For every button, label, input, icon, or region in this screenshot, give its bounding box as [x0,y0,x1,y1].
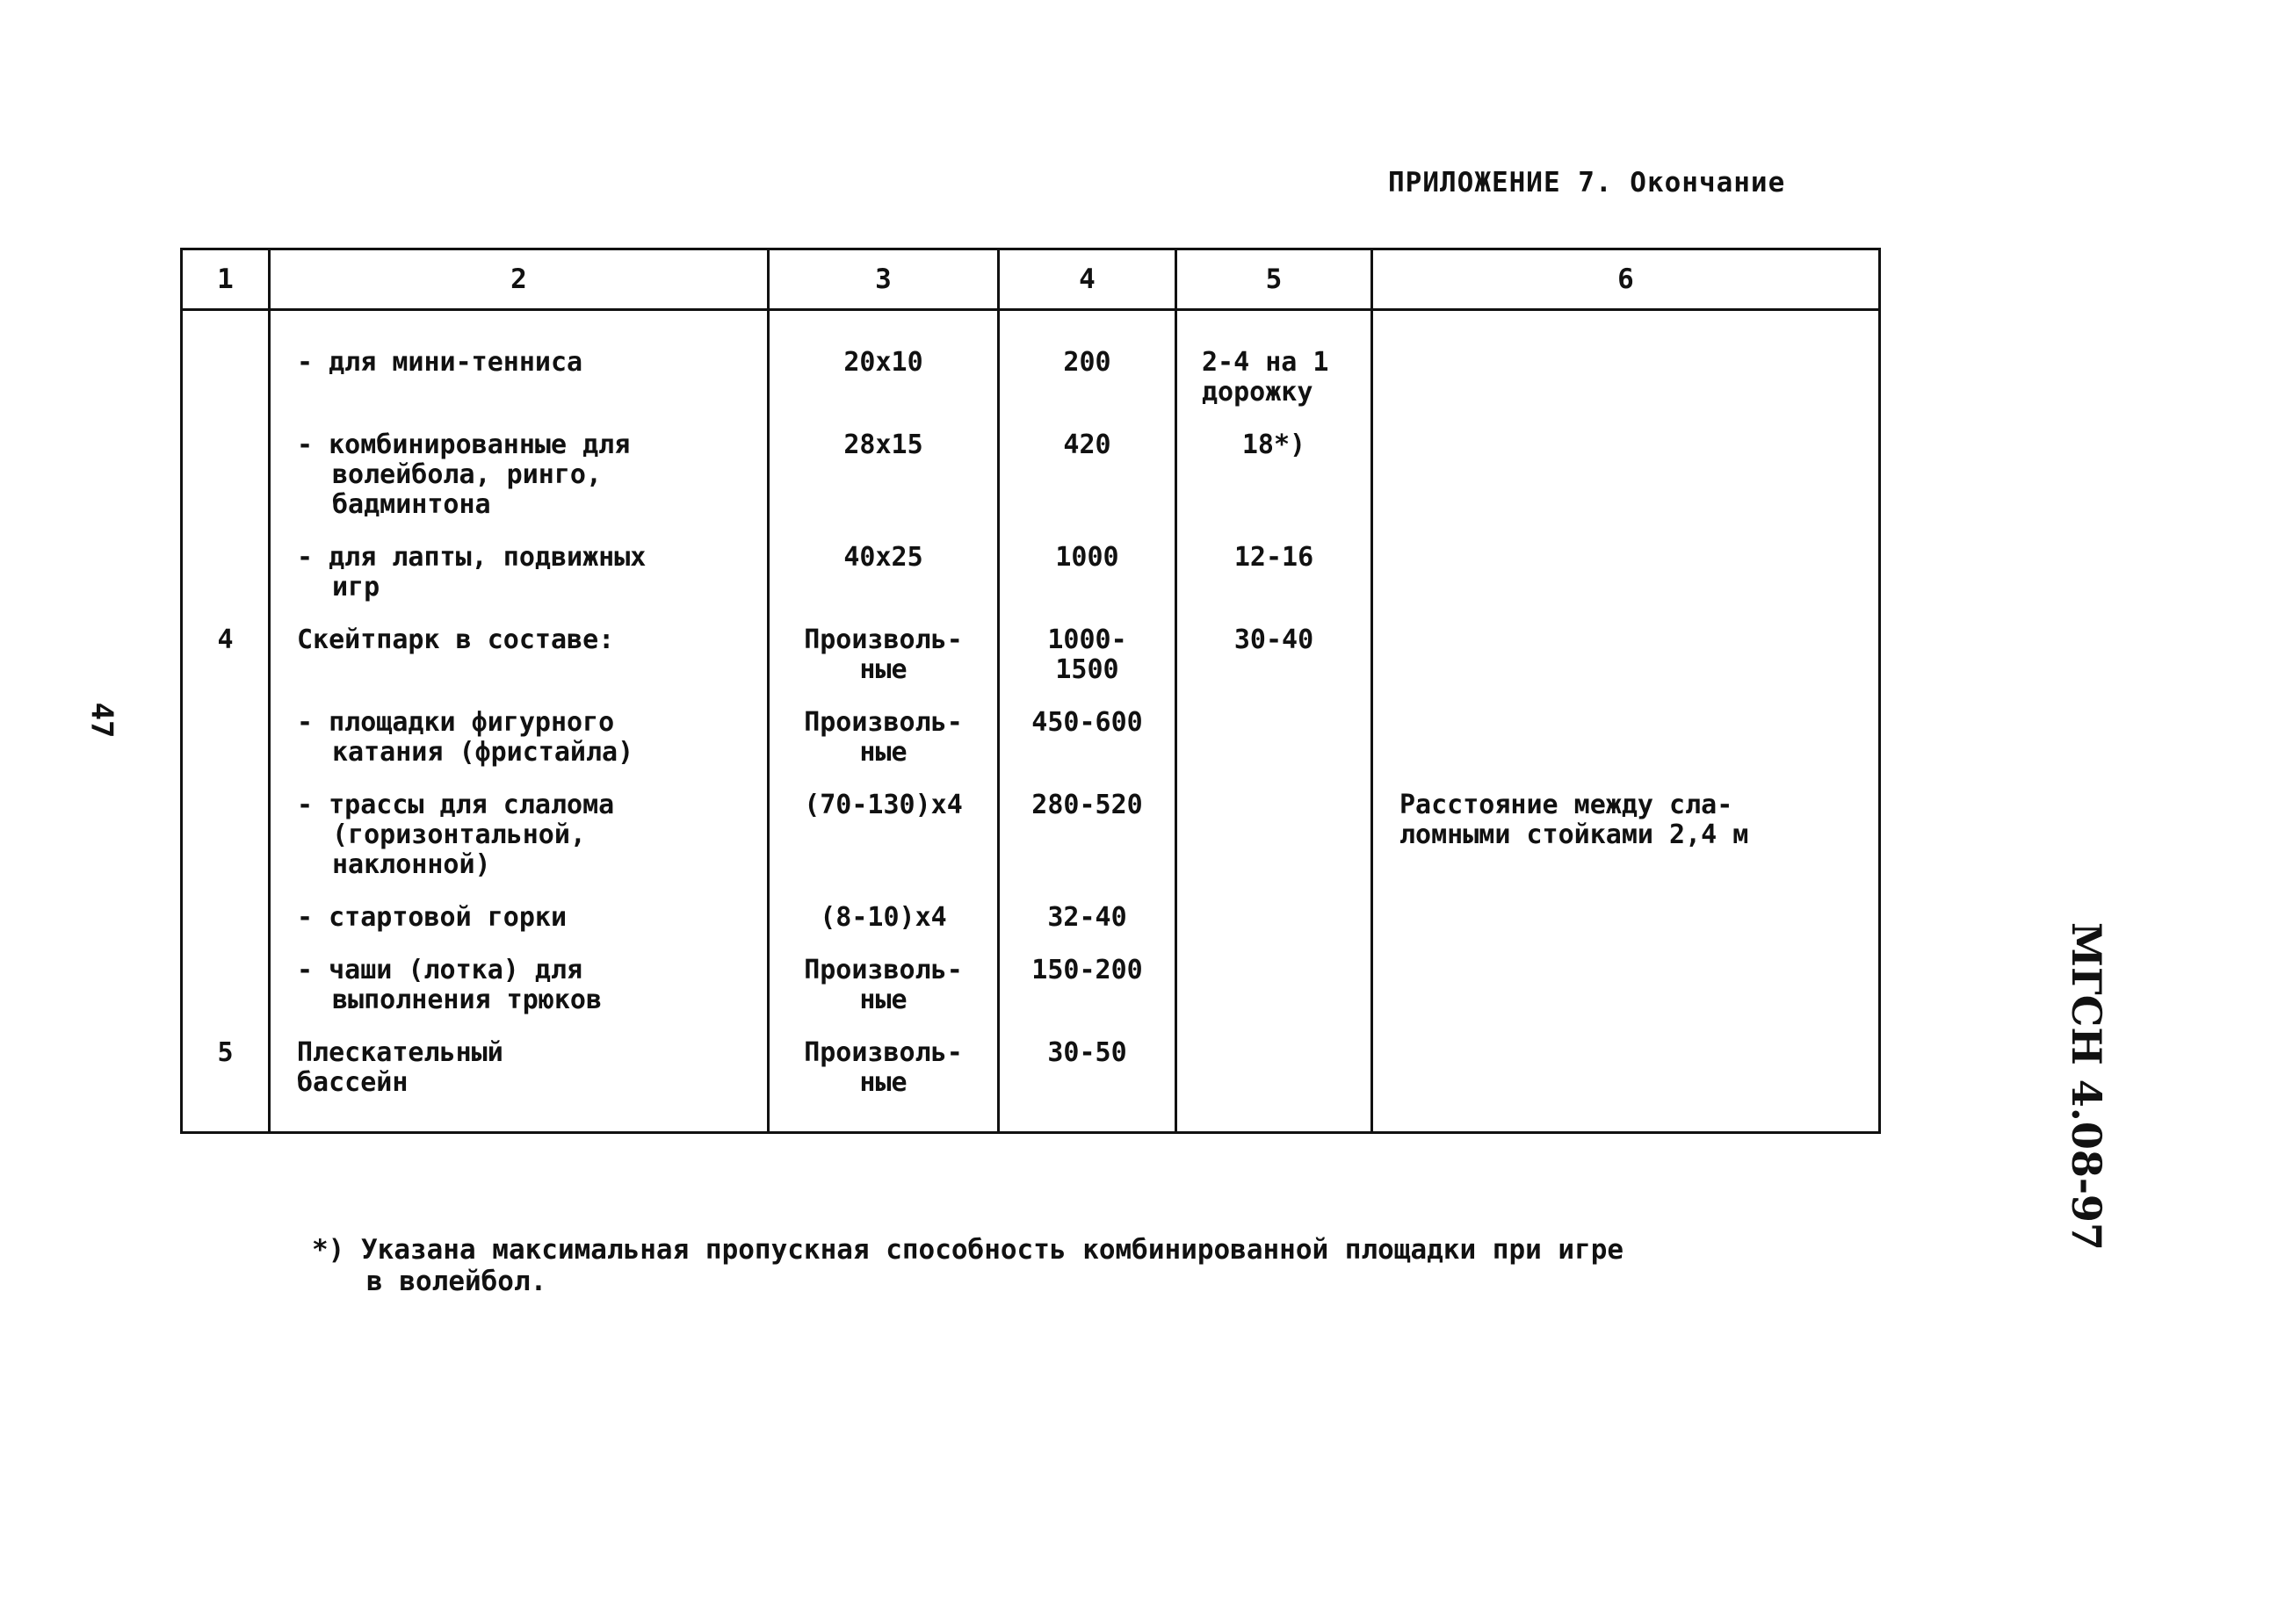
cell-c4 [999,708,1176,790]
cell-c3 [769,543,999,625]
footnote-text: *) Указана максимальная пропускная способность комбинированной площадки при игре в волейбол. [312,1234,1624,1297]
cell-c6 [1372,708,1880,790]
cell-text: 30-40 [1233,624,1314,655]
cell-c5 [1176,956,1372,1038]
cell-c1 [182,310,270,431]
document-code: МГСН 4.08-97 [2063,922,2110,1251]
cell-c1 [182,956,270,1038]
cell-c2 [270,310,769,431]
cell-text: 18*) [1241,429,1306,460]
cell-text: Произволь- ные [804,1037,963,1098]
cell-c1 [182,790,270,903]
cell-c3 [769,956,999,1038]
cell-c4 [999,430,1176,543]
cell-c2 [270,708,769,790]
page-number: 47 [83,702,119,739]
table-row [182,956,1880,1038]
cell-text: (8-10)х4 [820,902,947,933]
cell-c4 [999,903,1176,956]
cell-text: 1000- 1500 [1047,624,1127,685]
table-row [182,543,1880,625]
cell-c1 [182,708,270,790]
cell-c3 [769,1038,999,1133]
cell-text: - комбинированные для волейбола, ринго, бадминтона [297,429,631,520]
cell-c6 [1372,310,1880,431]
cell-c5 [1176,903,1372,956]
cell-text: - трассы для слалома (горизонтальной, наклонной) [297,790,615,880]
table-row [182,903,1880,956]
cell-c3 [769,790,999,903]
table-body [182,310,1880,1133]
cell-c3 [769,625,999,708]
cell-text: Произволь- ные [804,624,963,685]
cell-c1 [182,1038,270,1133]
cell-c5 [1176,1038,1372,1133]
table-header-row [182,249,1880,310]
cell-text: - чаши (лотка) для выполнения трюков [297,955,603,1015]
cell-text: 200 [1063,347,1111,378]
cell-c4 [999,790,1176,903]
cell-text: 1000 [1055,542,1119,573]
cell-c2 [270,956,769,1038]
cell-text: 2-4 на 1 дорожку [1202,347,1329,408]
cell-c1 [182,543,270,625]
cell-c3 [769,430,999,543]
cell-c4 [999,1038,1176,1133]
cell-text: 12-16 [1233,542,1314,573]
cell-c5 [1176,430,1372,543]
cell-text: 450-600 [1031,707,1143,738]
table-row [182,310,1880,431]
cell-c5 [1176,625,1372,708]
cell-text: 30-50 [1047,1037,1127,1068]
cell-c6 [1372,625,1880,708]
cell-c1 [182,430,270,543]
cell-c4 [999,956,1176,1038]
table-row [182,430,1880,543]
table-row [182,708,1880,790]
cell-text: 5 [217,1037,234,1068]
cell-text: - для лапты, подвижных игр [297,542,647,603]
table-row [182,790,1880,903]
column-header: 6 [1372,249,1880,310]
cell-c4 [999,543,1176,625]
cell-c6 [1372,956,1880,1038]
cell-text: - площадки фигурного катания (фристайла) [297,707,634,768]
column-header: 4 [999,249,1176,310]
cell-c2 [270,625,769,708]
cell-c3 [769,310,999,431]
table-row [182,1038,1880,1133]
cell-c5 [1176,543,1372,625]
cell-c1 [182,903,270,956]
column-header: 1 [182,249,270,310]
cell-c5 [1176,708,1372,790]
cell-c6 [1372,903,1880,956]
cell-text: 32-40 [1047,902,1127,933]
cell-c2 [270,543,769,625]
table-row [182,625,1880,708]
cell-text: - для мини-тенниса [297,347,583,378]
cell-c2 [270,1038,769,1133]
cell-c5 [1176,310,1372,431]
page-header: ПРИЛОЖЕНИЕ 7. Окончание [1388,167,1786,198]
cell-text: 280-520 [1031,790,1143,820]
cell-text: 150-200 [1031,955,1143,985]
column-header: 3 [769,249,999,310]
cell-c5 [1176,790,1372,903]
cell-text: 420 [1063,429,1111,460]
cell-c3 [769,708,999,790]
cell-c1 [182,625,270,708]
appendix-table [180,248,1881,1134]
cell-c6 [1372,430,1880,543]
cell-c4 [999,310,1176,431]
cell-text: Расстояние между сла- ломными стойками 2,4 м [1399,790,1749,850]
cell-c6 [1372,1038,1880,1133]
footnote [312,1234,1805,1297]
cell-text: - стартовой горки [297,902,568,933]
cell-c6 [1372,543,1880,625]
column-header: 2 [270,249,769,310]
cell-text: Плескательный бассейн [297,1037,503,1098]
cell-text: 28х15 [843,429,923,460]
cell-c2 [270,790,769,903]
cell-c3 [769,903,999,956]
cell-c6 [1372,790,1880,903]
column-header: 5 [1176,249,1372,310]
cell-text: Скейтпарк в составе: [297,624,615,655]
cell-c2 [270,903,769,956]
cell-text: Произволь- ные [804,955,963,1015]
cell-c2 [270,430,769,543]
cell-text: 40х25 [843,542,923,573]
cell-text: 4 [217,624,234,655]
cell-text: Произволь- ные [804,707,963,768]
cell-text: (70-130)х4 [804,790,963,820]
cell-c4 [999,625,1176,708]
cell-text: 20х10 [843,347,923,378]
